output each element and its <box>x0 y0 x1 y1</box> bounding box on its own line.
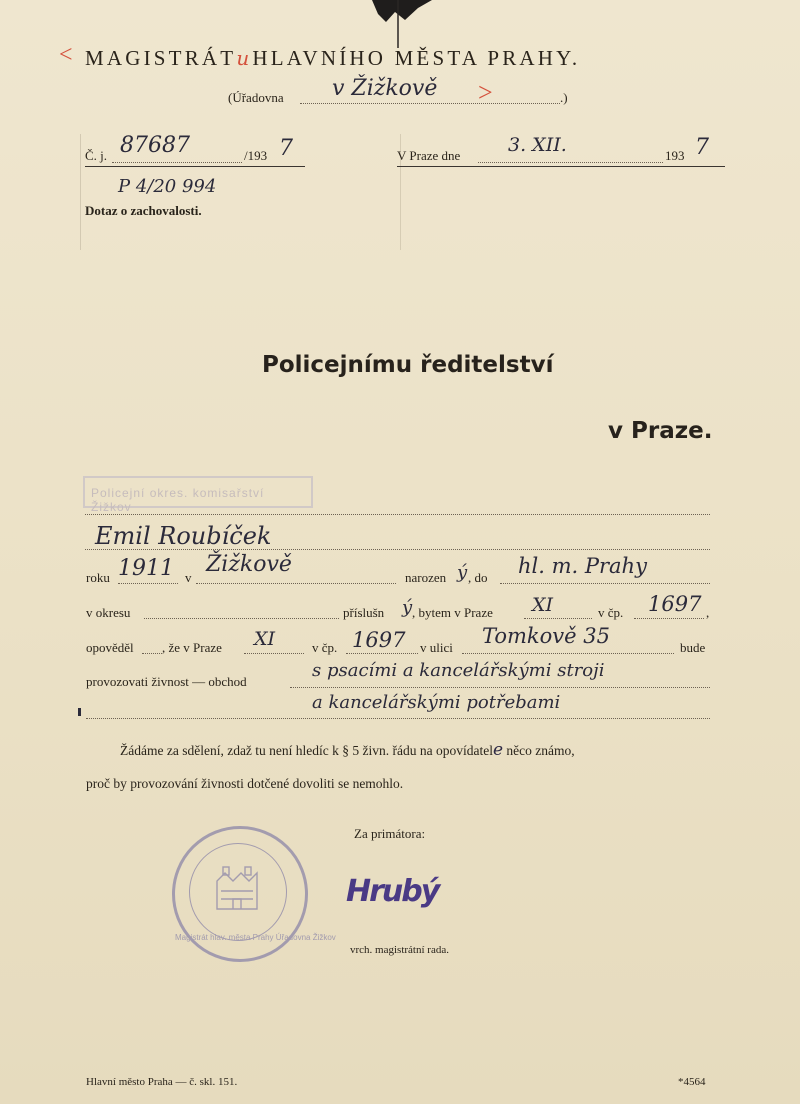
bytem-dotline <box>524 618 592 619</box>
header-title <box>59 42 581 71</box>
subject-line: Dotaz o zachovalosti. <box>85 203 202 218</box>
office-correction-arrow-icon: > <box>478 78 493 107</box>
do-dotline <box>500 583 710 584</box>
ulici-label: v ulici <box>420 640 453 655</box>
roku-label: roku <box>86 570 110 585</box>
roku-value: 1911 <box>118 556 174 581</box>
v-label: v <box>185 570 192 585</box>
correction-caret-icon: < <box>59 42 76 68</box>
birthplace-value: Žižkově <box>206 552 292 577</box>
opovedel-dotline <box>142 653 162 654</box>
bude-label: bude <box>680 640 706 655</box>
provoz-value-line2: a kancelářskými potřebami <box>312 692 561 713</box>
secondary-ref-value: P 4/20 994 <box>118 176 217 197</box>
roku-dotline <box>118 583 178 584</box>
request-line2: proč by provozování živnosti dotčené dovoliti se nemohlo. <box>86 776 404 791</box>
provoz-dotline <box>290 687 710 688</box>
header-correction-mark: u <box>236 46 253 70</box>
date-underline <box>397 166 725 167</box>
signature-title: vrch. magistrátní rada. <box>350 944 449 956</box>
provoz-label: provozovati živnost — obchod <box>86 674 247 689</box>
request-line1-end: něco známo, <box>506 743 575 758</box>
ulici-value: Tomkově 35 <box>482 624 610 648</box>
office-label-close: .) <box>560 90 568 105</box>
cj-year-value: 7 <box>279 136 293 161</box>
signature-value: Hrubý <box>346 874 439 909</box>
bytem-label: , bytem v Praze <box>412 605 493 620</box>
vcp2-value: 1697 <box>352 628 406 652</box>
okres-label: v okresu <box>86 605 131 620</box>
cj-year-label: /193 <box>244 148 268 163</box>
torn-edge <box>0 0 800 40</box>
office-value: v Žižkově <box>332 76 438 101</box>
footer-right: *4564 <box>678 1076 706 1088</box>
vcp-value: 1697 <box>648 592 702 616</box>
cj-underline <box>85 166 305 167</box>
faint-stamp: Policejní okres. komisařství Žižkov <box>83 476 313 508</box>
name-value: Emil Roubíček <box>95 522 272 550</box>
header-title-part1: MAGISTRÁT <box>85 46 237 70</box>
ze-dotline <box>244 653 304 654</box>
date-dotline <box>478 162 663 163</box>
vcp-label: v čp. <box>598 605 624 620</box>
provoz-dotline-2 <box>86 718 710 719</box>
do-value: hl. m. Prahy <box>518 554 647 578</box>
vcp-dotline <box>634 618 704 619</box>
opovedel-label: opověděl <box>86 640 134 655</box>
provoz-value-line1: s psacími a kancelářskými stroji <box>312 660 605 681</box>
do-label: , do <box>468 570 488 585</box>
birthplace-dotline <box>196 583 396 584</box>
bytem-value: XI <box>532 594 554 616</box>
recipient-line2: v Praze. <box>608 418 713 444</box>
date-place-label: V Praze dne <box>397 148 461 163</box>
footer-left: Hlavní město Praha — č. skl. 151. <box>86 1076 238 1088</box>
cj-label: Č. j. <box>85 148 108 163</box>
recipient-line1: Policejnímu ředitelství <box>262 352 554 378</box>
date-year-value: 7 <box>695 135 709 160</box>
header-title-part2: HLAVNÍHO MĚSTA PRAHY. <box>252 46 581 70</box>
stamp-text: Magistrát hlav. města Prahy Úřadovna Žižkov <box>175 933 336 942</box>
date-year-label: 193 <box>665 148 685 163</box>
body-dotline-top <box>85 514 710 515</box>
vcp2-dotline <box>346 653 418 654</box>
prisl-label: příslušn <box>343 605 385 620</box>
okres-dotline <box>144 618 339 619</box>
ink-mark <box>78 708 81 716</box>
cj-dotline <box>112 162 242 163</box>
vcp2-label: v čp. <box>312 640 338 655</box>
official-stamp <box>172 826 336 962</box>
ze-label: , že v Praze <box>162 640 222 655</box>
narozen-suffix: ý <box>457 562 468 583</box>
office-label-open: (Úřadovna <box>228 90 284 105</box>
ze-value: XI <box>254 628 276 650</box>
cj-value: 87687 <box>120 133 190 158</box>
vcp-comma: , <box>706 605 710 620</box>
date-value: 3. XII. <box>508 134 567 156</box>
request-line1 <box>120 740 575 760</box>
ulici-dotline <box>462 653 674 654</box>
office-dotline <box>300 103 560 104</box>
prisl-suffix: ý <box>402 597 413 618</box>
za-primatora-label: Za primátora: <box>354 826 426 841</box>
request-insert: e <box>492 740 504 760</box>
narozen-label: narozen <box>405 570 447 585</box>
request-line1-text: Žádáme za sdělení, zdaž tu není hledíc k § 5 živn. řádu na opovídatel <box>120 743 493 758</box>
